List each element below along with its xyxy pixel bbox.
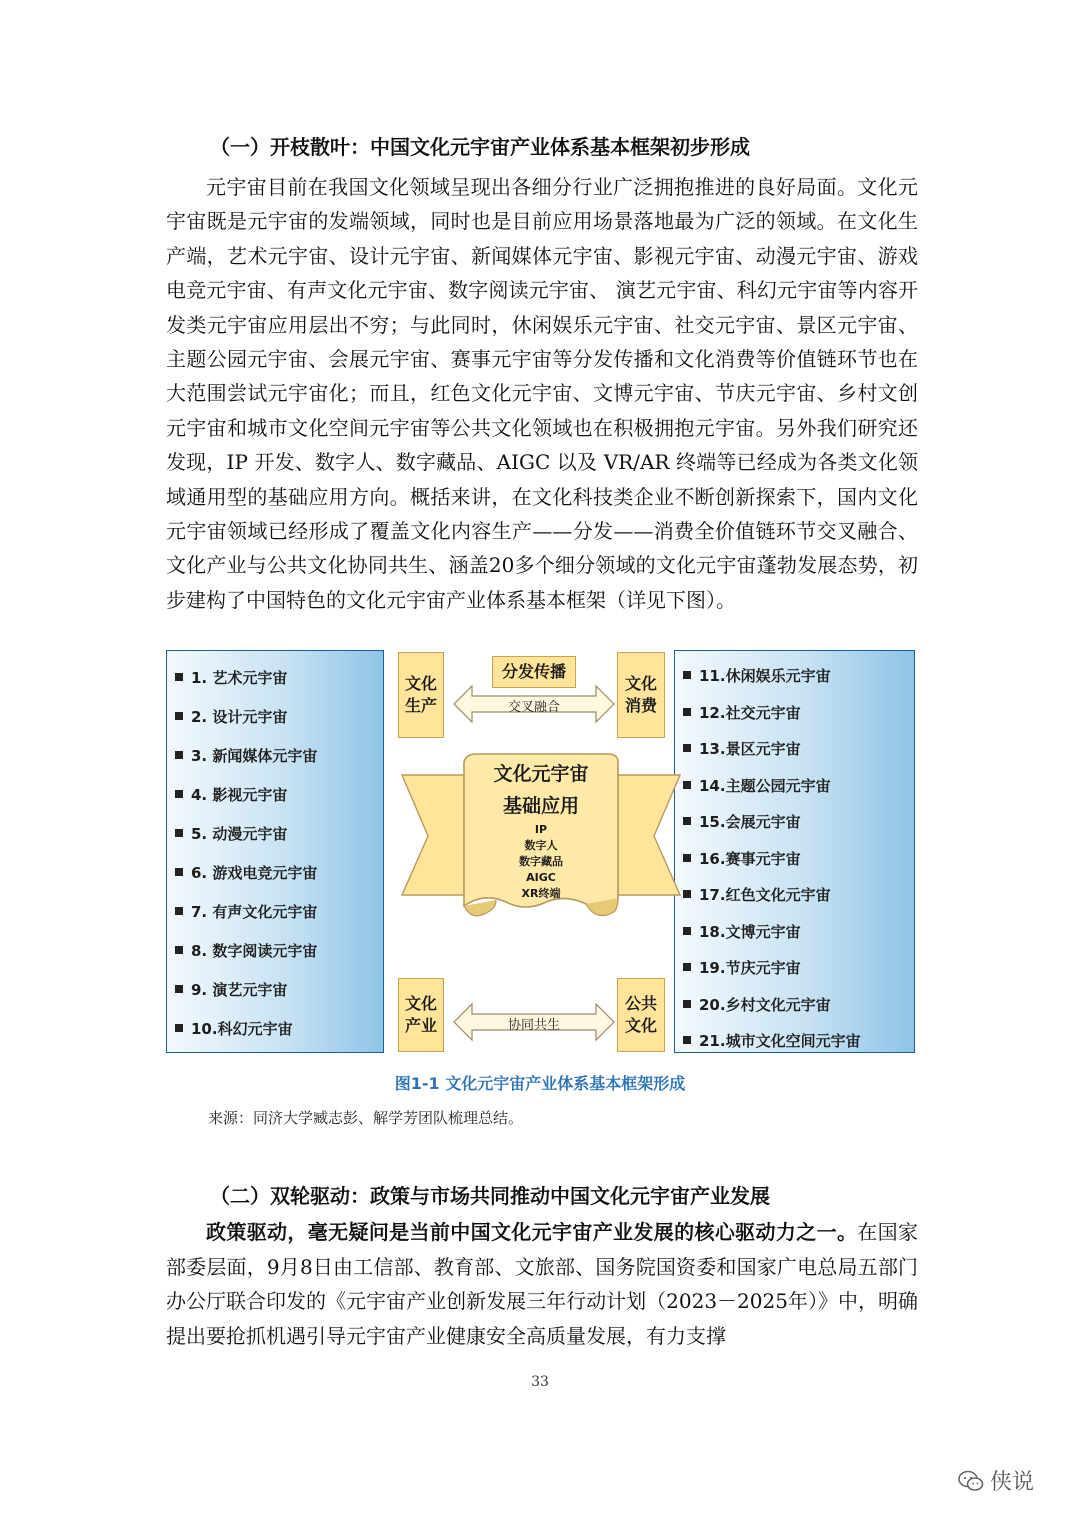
framework-item-label: 13.景区元宇宙 <box>699 740 801 758</box>
framework-item-label: 20.乡村文化元宇宙 <box>699 995 831 1014</box>
section2-body: 在国家部委层面，9月8日由工信部、教育部、文旅部、国务院国资委和国家广电总局五部门办公厅联合印发的《元宇宙产业创新发展三年行动计划（2023－2025年）》中，明确提出要抢抓机遇引导元宇宙产业健康安全高质量发展，有力支撑 <box>166 1220 919 1348</box>
scroll-title: 文化元宇宙 基础应用 <box>493 763 589 817</box>
framework-item-label: 7. 有声文化元宇宙 <box>191 903 318 921</box>
scroll-item: XR终端 <box>521 887 561 900</box>
scroll-item: 数字人 <box>524 839 558 852</box>
framework-item-label: 8. 数字阅读元宇宙 <box>191 942 318 960</box>
framework-item-label: 16.赛事元宇宙 <box>699 849 801 868</box>
figure-source: 来源：同济大学臧志彭、解学芳团队梳理总结。 <box>208 1109 524 1127</box>
box-culture-industry: 文化 产业 <box>398 978 444 1052</box>
box-culture-production: 文化 生产 <box>398 652 444 738</box>
section1-paragraph: 元宇宙目前在我国文化领域呈现出各细分行业广泛拥抱推进的良好局面。文化元宇宙既是元宇宙的发端领域，同时也是目前应用场景落地最为广泛的领域。在文化生产端，艺术元宇宙、设计元宇宙、新闻媒体元宇宙、影视元宇宙、动漫元宇宙、游戏电竞元宇宙、有声文化元宇宙、数字阅读元宇宙、 演艺元宇宙、科幻元宇宙等内容开发类元宇宙应用层出不穷；与此同时，休闲娱乐元宇宙、社交元宇宙、景区元宇宙、主题公园元宇宙、会展元宇宙、赛事元宇宙等分发传播和文化消费等价值链环节也在大范围尝试元宇宙化；而且，红色文化元宇宙、文博元宇宙、节庆元宇宙、乡村文创元宇宙和城市文化空间元宇宙等公共文化领域也在积极拥抱元宇宙。另外我们研究还发现，IP 开发、数字人、数字藏品、AIGC 以及 VR/AR 终端等已经成为各类文化领域通用型的基础应用方向。概括来讲，在文化科技类企业不断创新探索下，国内文化元宇宙领域已经形成了覆盖文化内容生产——分发——消费全价值链环节交叉融合、文化产业与公共文化协同共生、涵盖20多个细分领域的文化元宇宙蓬勃发展态势，初步建构了中国特色的文化元宇宙产业体系基本框架（详见下图）。 <box>166 175 918 612</box>
top-arrow-label: 交叉融合 <box>507 700 560 715</box>
watermark <box>958 1465 1034 1496</box>
framework-item-label: 19.节庆元宇宙 <box>699 959 801 977</box>
scroll-items <box>466 822 616 902</box>
box-distribution: 分发传播 <box>492 656 576 688</box>
section2-heading: （二）双轮驱动：政策与市场共同推动中国文化元宇宙产业发展 <box>210 1184 770 1208</box>
framework-item-label: 4. 影视元宇宙 <box>191 786 288 804</box>
watermark-text: 侠说 <box>990 1470 1035 1495</box>
framework-item-label: 9. 演艺元宇宙 <box>191 981 288 999</box>
framework-item-label: 21.城市文化空间元宇宙 <box>699 1032 861 1050</box>
framework-item-label: 5. 动漫元宇宙 <box>191 825 288 843</box>
section2-lead: 政策驱动，毫无疑问是当前中国文化元宇宙产业发展的核心驱动力之一。 <box>206 1220 858 1244</box>
scroll-item: AIGC <box>526 871 556 884</box>
framework-item-label: 14.主题公园元宇宙 <box>699 776 831 795</box>
box-culture-consumption: 文化 消费 <box>617 652 665 738</box>
page-number: 33 <box>531 1374 549 1390</box>
framework-item-label: 3. 新闻媒体元宇宙 <box>191 747 318 765</box>
section2-paragraph <box>166 1215 918 1353</box>
framework-item-label: 18.文博元宇宙 <box>699 922 801 941</box>
framework-item-label: 6. 游戏电竞元宇宙 <box>191 864 318 882</box>
framework-item-label: 10.科幻元宇宙 <box>191 1020 293 1038</box>
section1-heading: （一）开枝散叶：中国文化元宇宙产业体系基本框架初步形成 <box>210 135 750 159</box>
framework-item-label: 11.休闲娱乐元宇宙 <box>699 667 831 685</box>
box-public-culture: 公共 文化 <box>617 978 665 1052</box>
framework-item-label: 2. 设计元宇宙 <box>191 708 288 726</box>
framework-figure <box>166 650 916 1055</box>
bottom-arrow-label: 协同共生 <box>507 1018 560 1033</box>
figure-caption: 图1-1 文化元宇宙产业体系基本框架形成 <box>394 1074 686 1093</box>
wechat-icon <box>958 1470 984 1492</box>
framework-item-label: 15.会展元宇宙 <box>699 813 801 831</box>
scroll-item: 数字藏品 <box>519 855 563 868</box>
framework-item-label: 12.社交元宇宙 <box>699 703 801 722</box>
scroll-item: IP <box>534 823 548 836</box>
framework-item-label: 17.红色文化元宇宙 <box>699 886 831 904</box>
framework-item-label: 1. 艺术元宇宙 <box>191 669 288 687</box>
